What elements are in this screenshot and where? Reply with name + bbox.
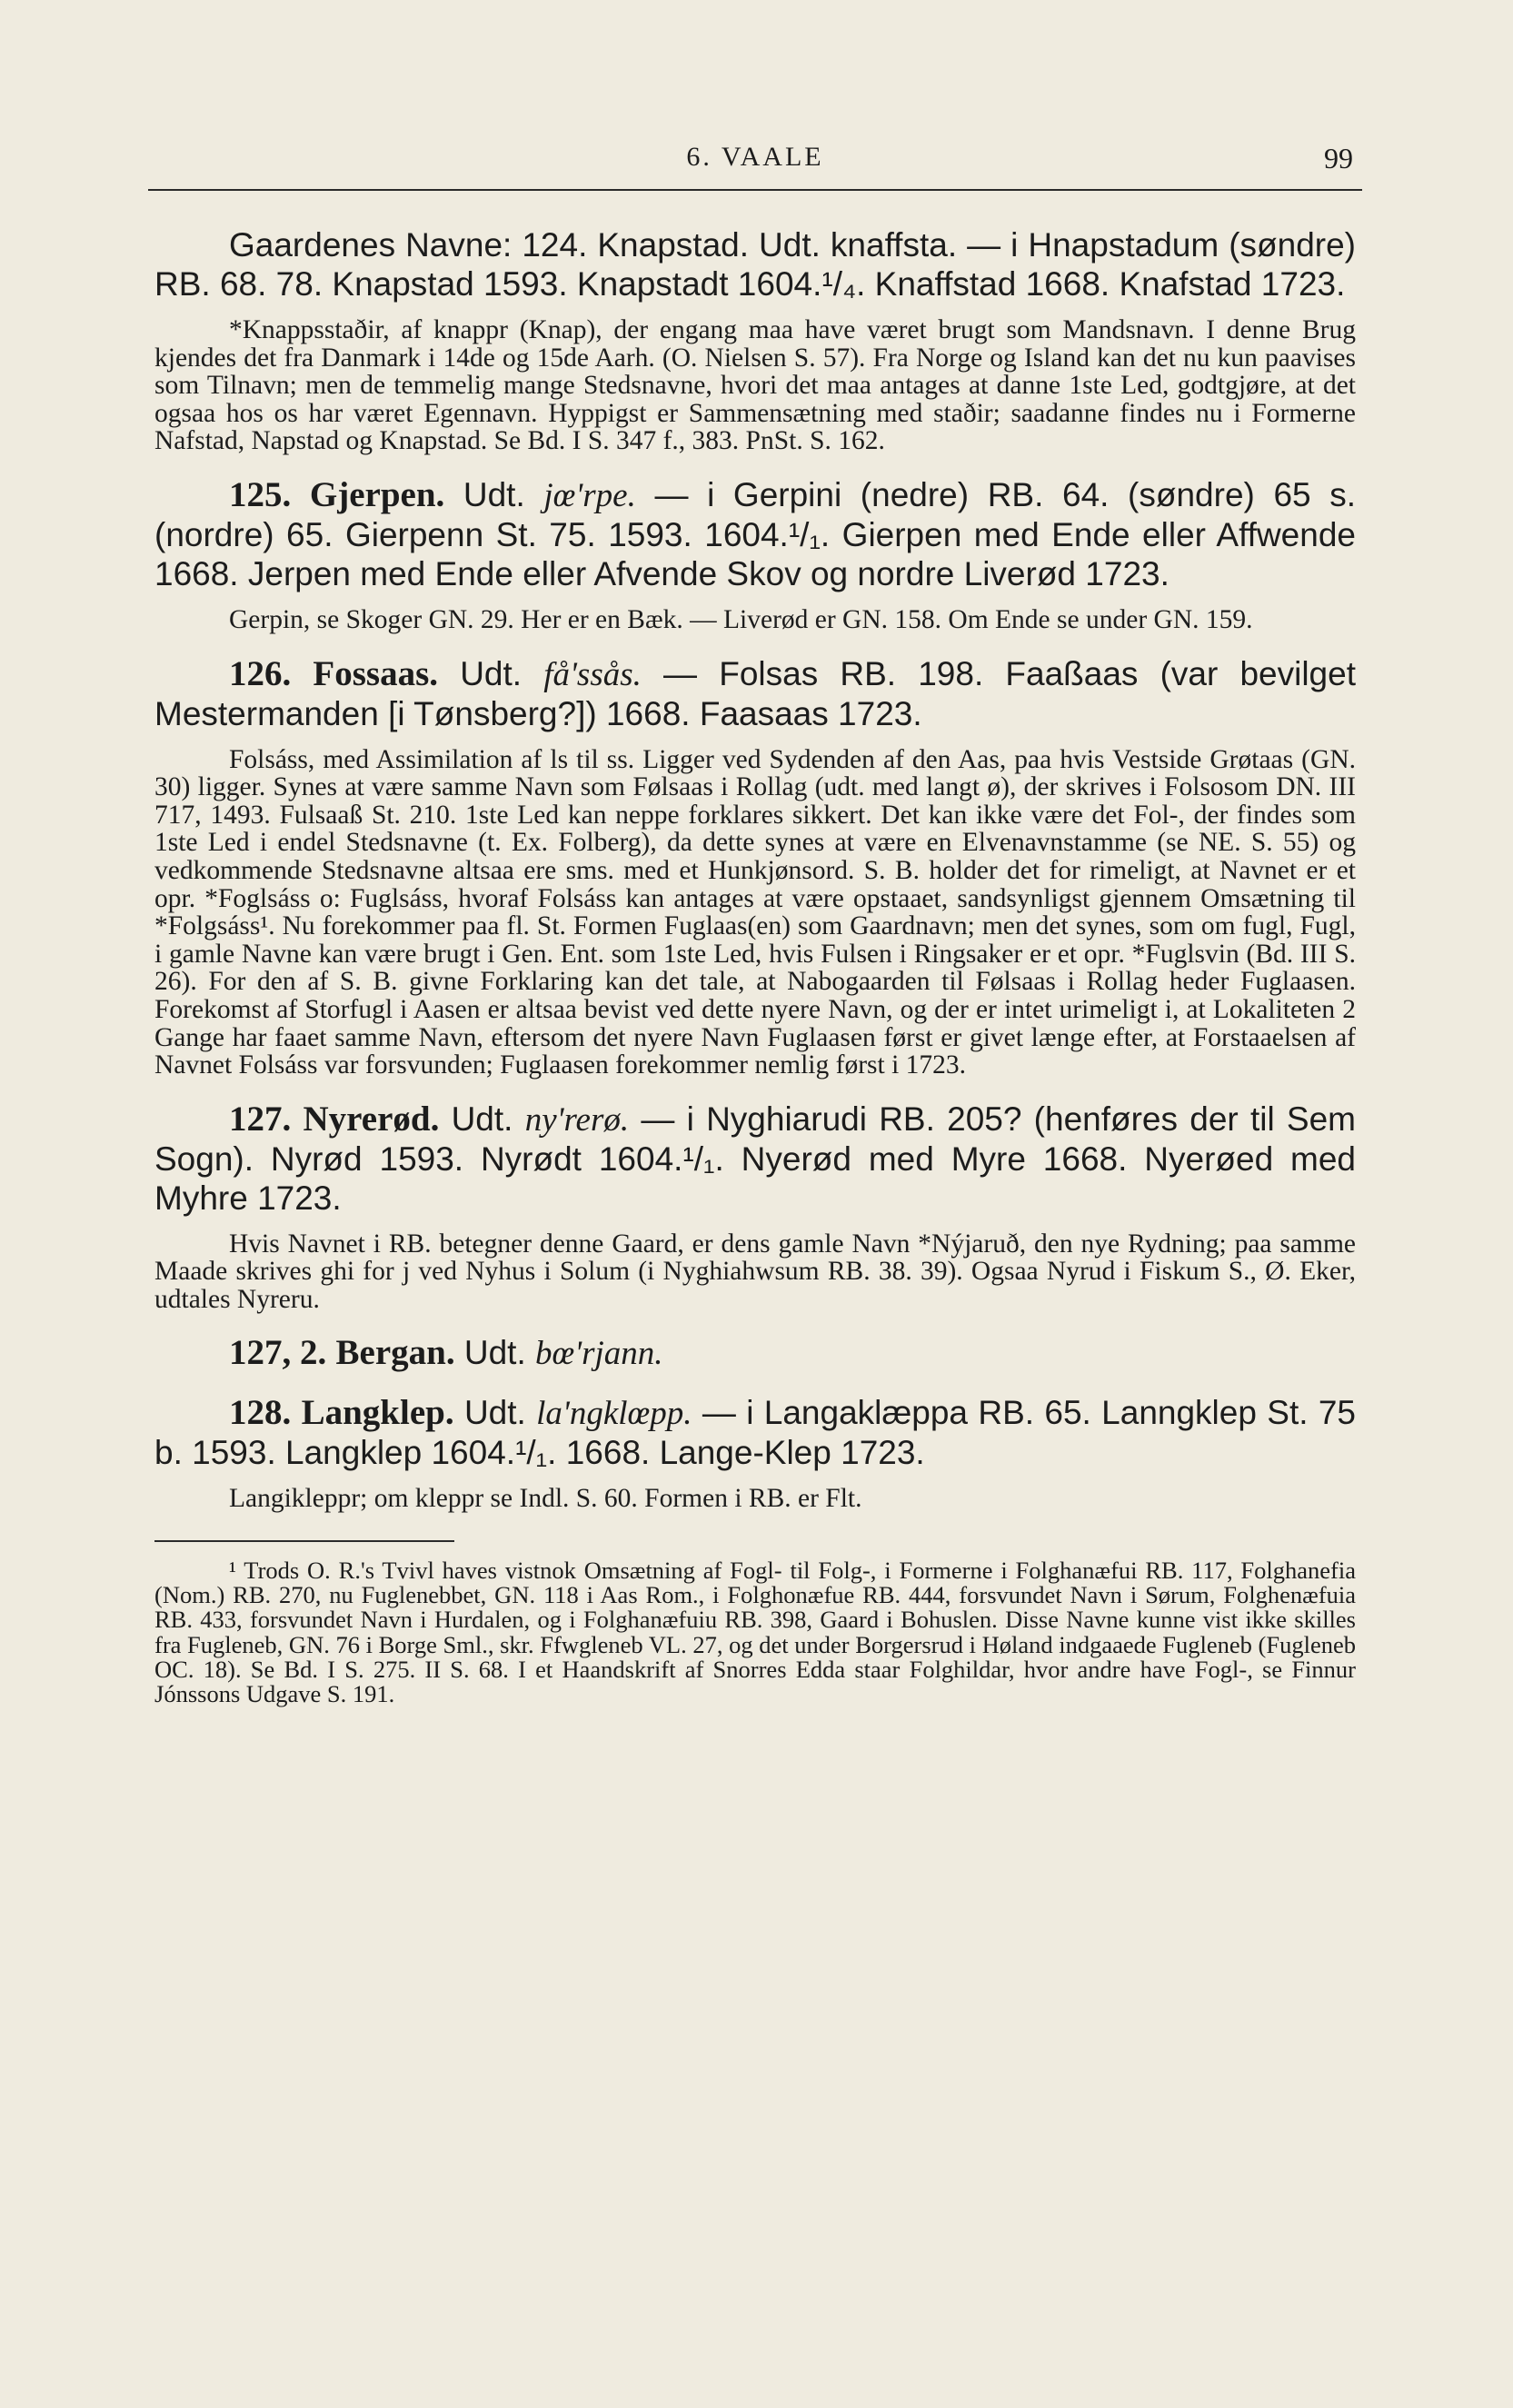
- farm-name: Fossaas.: [313, 653, 439, 693]
- pronunciation: få'ssås.: [543, 655, 642, 693]
- farm-name: Nyrerød.: [303, 1099, 440, 1139]
- note-126: Folsáss, med Assimilation af ls til ss. Ligger ved Sydenden af den Aas, paa hvis Vestside Grøtaas (GN. 30) ligger. Synes at være samme Navn som Følsaas i Rollag (udt. med langt ø), der skrives i Folsosom DN. III 717, 1493. Fulsaaß St. 210. 1ste Led kan neppe forklares sikkert. Det kan ikke være det Fol-, der findes som 1ste Led i endel Stedsnavne (t. Ex. Folberg), da dette synes at være en Elvenavnstamme (se NE. S. 55) og vedkommende Stedsnavne altsaa ere sms. med et Hunkjønsord. S. B. holder det for rimeligt, at Navnet er et opr. *Foglsáss o: Fuglsáss, hvoraf Folsáss kan antages at være opstaaet, sandsynligst gjennem Omsætning til *Folgsáss¹. Nu forekommer paa fl. St. Formen Fuglaas(en) som Gaardnavn; men det synes, som om fugl, Fugl, i gamle Navne kan være brugt i Gen. Ent. som 1ste Led, hvis Fulsen i Ringsaker er et opr. *Fuglsvin (Bd. III S. 26). For den af S. B. givne Forklaring kan det tale, at Nabogaarden til Følsaas i Rollag heder Fuglaasen. Forekomst af Storfugl i Aasen er altsaa bevist ved dette nyere Navn, og der er intet urimeligt i, at Lokaliteten 2 Gange har faaet samme Navn, eftersom det nyere Navn Fuglaasen først er givet længe efter, at Forstaaelsen af Navnet Folsáss var forsvunden; Fuglaasen forekommer nemlig først i 1723.: [154, 744, 1356, 1080]
- pronunciation: jœ'rpe.: [543, 476, 636, 514]
- note-125: Gerpin, se Skoger GN. 29. Her er en Bæk. — Liverød er GN. 158. Om Ende se under GN. 159.: [229, 604, 1253, 634]
- farm-number: 127.: [229, 1099, 292, 1139]
- entry-126: 126. Fossaas. Udt. få'ssås. — Folsas RB. 198. Faaßaas (var bevilget Mestermanden [i Tønsberg?]) 1668. Faasaas 1723.: [154, 653, 1356, 732]
- entry-text: — Folsas RB. 198. Faaßaas (var bevilget Mestermanden [i Tønsberg?]) 1668. Faasaas 1723.: [154, 654, 1356, 732]
- entry-128: 128. Langklep. Udt. la'ngklœpp. — i Langaklæppa RB. 65. Lanngklep St. 75 b. 1593. Langklep 1604.¹/₁. 1668. Lange-Klep 1723.: [154, 1393, 1357, 1472]
- body-text: [154, 225, 1356, 1706]
- farm-name: Bergan.: [335, 1333, 455, 1373]
- entry-127-2: 127, 2. Bergan. Udt. bœ'rjann.: [229, 1333, 663, 1373]
- note-128: Langikleppr; om kleppr se Indl. S. 60. Formen i RB. er Flt.: [229, 1484, 862, 1514]
- farm-number: 128.: [229, 1393, 292, 1433]
- pronunciation: la'ngklœpp.: [536, 1395, 692, 1433]
- entry-125: 125. Gjerpen. Udt. jœ'rpe. — i Gerpini (nedre) RB. 64. (søndre) 65 s. (nordre) 65. Gierpenn St. 75. 1593. 1604.¹/₁. Gierpen med Ende eller Affwende 1668. Jerpen med Ende eller Afvende Skov og nordre Liverød 1723.: [154, 474, 1357, 592]
- farm-name: Langklep.: [301, 1393, 454, 1433]
- farm-number: 127, 2.: [229, 1333, 327, 1373]
- pronunciation: bœ'rjann.: [535, 1335, 663, 1373]
- footnote-rule: [154, 1540, 454, 1542]
- farm-name: Gjerpen.: [309, 474, 445, 514]
- entry-text: — i Nyghiarudi RB. 205? (henføres der til Sem Sogn). Nyrød 1593. Nyrødt 1604.¹/₁. Nyerød med Myre 1668. Nyerøed med Myhre 1723.: [154, 1100, 1356, 1217]
- note-124: *Knappsstaðir, af knappr (Knap), der engang maa have været brugt som Mandsnavn. I denne Brug kjendes det fra Danmark i 14de og 15de Aarh. (O. Nielsen S. 57). Fra Norge og Island kan det nu kun paavises som Tilnavn; men de temmelig mange Stedsnavne, hvori det maa antages at danne 1ste Led, godtgjøre, at det ogsaa hos os har været Egennavn. Hyppigst er Sammensætning med staðir; saadanne findes nu i Formerne Nafstad, Napstad og Knapstad. Se Bd. I S. 347 f., 383. PnSt. S. 162.: [154, 315, 1356, 456]
- entry-text: — i Langaklæppa RB. 65. Lanngklep St. 75 b. 1593. Langklep 1604.¹/₁. 1668. Lange-Klep 1723.: [154, 1394, 1357, 1472]
- footnote: ¹ Trods O. R.'s Tvivl haves vistnok Omsætning af Fogl- til Folg-, i Formerne i Folghanæfui RB. 117, Folghanefia (Nom.) RB. 270, nu Fuglenebbet, GN. 118 i Aas Rom., i Folghonæfue RB. 444, forsvundet Navn i Sørum, Folghenæfuia RB. 433, forsvundet Navn i Hurdalen, og i Folghanæfuiu RB. 398, Gaard i Bohuslen. Disse Navne kunne vist ikke skilles fra Fugleneb, GN. 76 i Borge Sml., skr. Ffwgleneb VL. 27, og det under Borgersrud i Høland indgaaede Fugleneb (Fugleneb OC. 18). Se Bd. I S. 275. II S. 68. I et Haandskrift af Snorres Edda staar Folghildar, hvor andre have Fogl-, se Finnur Jónssons Udgave S. 191.: [154, 1557, 1356, 1708]
- running-title: 6. VAALE: [686, 142, 824, 172]
- entry-127: 127. Nyrerød. Udt. ny'rerø. — i Nyghiarudi RB. 205? (henføres der til Sem Sogn). Nyrød 1593. Nyrødt 1604.¹/₁. Nyerød med Myre 1668. Nyerøed med Myhre 1723.: [154, 1099, 1356, 1217]
- running-header: [148, 134, 1362, 185]
- entry-text: — i Gerpini (nedre) RB. 64. (søndre) 65 s. (nordre) 65. Gierpenn St. 75. 1593. 1604.¹/₁. Gierpen med Ende eller Affwende 1668. Jerpen med Ende eller Afvende Skov og nordre Liverød 1723.: [154, 475, 1357, 592]
- farm-number: 126.: [229, 653, 292, 693]
- farm-number: 125.: [229, 474, 292, 514]
- pronunciation: ny'rerø.: [524, 1100, 630, 1139]
- entry-124: Gaardenes Navne: 124. Knapstad. Udt. knaffsta. — i Hnapstadum (søndre) RB. 68. 78. Knapstad 1593. Knapstadt 1604.¹/₄. Knaffstad 1668. Knafstad 1723.: [154, 226, 1356, 303]
- note-127: Hvis Navnet i RB. betegner denne Gaard, er dens gamle Navn *Nýjaruð, den nye Rydning; paa samme Maade skrives ghi for j ved Nyhus i Solum (i Nyghiahwsum RB. 38. 39). Ogsaa Nyrud i Fiskum S., Ø. Eker, udtales Nyreru.: [154, 1229, 1356, 1314]
- page-number: 99: [1324, 142, 1353, 174]
- header-rule: [148, 189, 1362, 191]
